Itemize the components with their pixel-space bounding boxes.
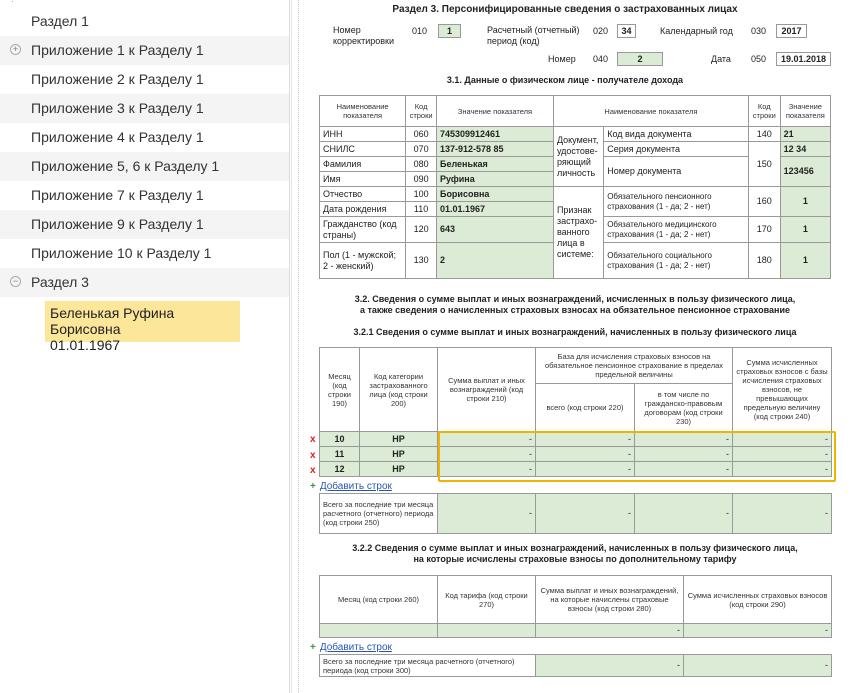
col-header: Наименование показателя xyxy=(320,96,406,127)
category-cell[interactable]: НР xyxy=(360,447,438,462)
pension-insurance-field[interactable]: 1 xyxy=(780,187,830,217)
add-row-link[interactable] xyxy=(310,481,392,492)
row-code: 100 xyxy=(406,187,437,202)
patronymic-field[interactable]: Борисовна xyxy=(436,187,553,202)
row-code: 080 xyxy=(406,157,437,172)
total-sum-cell[interactable]: - xyxy=(536,655,684,677)
collapse-icon[interactable]: − xyxy=(10,276,21,287)
nav-item-appendix-1[interactable] xyxy=(0,36,289,65)
nav-item-appendix-4[interactable] xyxy=(0,123,289,152)
period-code: 020 xyxy=(593,26,609,36)
category-cell[interactable]: НР xyxy=(360,462,438,477)
period-field[interactable]: 34 xyxy=(617,24,636,38)
sections-navigation xyxy=(0,0,290,693)
col-header: Сумма выплат и иных вознаграждений, на которые начислены страховые взносы (код строки 280) xyxy=(536,576,684,624)
date-field[interactable]: 19.01.2018 xyxy=(776,52,831,66)
row-label: Номер документа xyxy=(604,157,749,187)
col-header: Месяц (код строки 190) xyxy=(320,348,360,432)
col-header: База для исчисления страховых взносов на обязательное пенсионное страхование в пределах предельной величины xyxy=(536,348,733,384)
total-contrib-cell[interactable]: - xyxy=(733,494,832,534)
add-row-link[interactable] xyxy=(310,642,392,653)
tree-line xyxy=(12,0,22,2)
correction-label: Номер корректировки xyxy=(333,25,395,46)
number-field[interactable]: 2 xyxy=(617,52,663,66)
row-label: Дата рождения xyxy=(320,202,406,217)
row-label: Отчество xyxy=(320,187,406,202)
row-code: 140 xyxy=(748,127,780,142)
total-label: Всего за последние три месяца расчетного (отчетного) периода (код строки 250) xyxy=(320,494,438,534)
s322-title-line1: 3.2.2 Сведения о сумме выплат и иных вознаграждений, начисленных в пользу физического лица, xyxy=(352,543,798,553)
month-cell[interactable]: 12 xyxy=(320,462,360,477)
row-code: 120 xyxy=(406,217,437,243)
row-label: Код вида документа xyxy=(604,127,749,142)
row-label: Пол (1 - мужской; 2 - женский) xyxy=(320,243,406,279)
doc-number-field[interactable]: 123456 xyxy=(780,157,830,187)
add-row-label: Добавить строк xyxy=(319,642,392,653)
nav-item-appendix-7[interactable] xyxy=(0,181,289,210)
row-code: 060 xyxy=(406,127,437,142)
col-header: Месяц (код строки 260) xyxy=(320,576,438,624)
row-code: 150 xyxy=(748,142,780,187)
doc-group-label: Документ, удостове-ряющий личность xyxy=(553,127,603,187)
delete-row-icon[interactable]: x xyxy=(310,434,316,445)
row-label: Обязательного социального страхования (1 - да; 2 - нет) xyxy=(604,243,749,279)
contrib-cell[interactable]: - xyxy=(733,447,832,462)
sum-cell[interactable]: - xyxy=(438,462,536,477)
row-label: Фамилия xyxy=(320,157,406,172)
nav-item-label: Приложение 10 к Разделу 1 xyxy=(31,245,212,261)
contrib-cell[interactable]: - xyxy=(733,432,832,447)
row-label: ИНН xyxy=(320,127,406,142)
total-contrib-cell[interactable]: - xyxy=(684,655,832,677)
col-header: Сумма исчисленных страховых взносов (код строки 290) xyxy=(684,576,832,624)
year-code: 030 xyxy=(751,26,767,36)
add-icon: + xyxy=(310,481,316,492)
person-birthdate: 01.01.1967 xyxy=(50,337,121,353)
s322-title-line2: на которые исчислены страховые взносы по дополнительному тарифу xyxy=(413,554,737,564)
sum-cell[interactable]: - xyxy=(438,447,536,462)
correction-field[interactable]: 1 xyxy=(438,24,461,38)
row-label: Гражданство (код страны) xyxy=(320,217,406,243)
nav-item-appendix-9[interactable] xyxy=(0,210,289,239)
col-header: в том числе по гражданско-правовым договорам (код строки 230) xyxy=(635,384,733,432)
date-label: Дата xyxy=(711,54,731,64)
col-header: Сумма выплат и иных вознаграждений (код строки 210) xyxy=(438,348,536,432)
total-sum-cell[interactable]: - xyxy=(438,494,536,534)
s32-title-line2: а также сведения о начисленных страховых взносах на обязательное пенсионное страхование xyxy=(359,305,791,315)
insurance-group-label: Признак застрахо-ванного лица в системе: xyxy=(553,187,603,279)
sum-cell[interactable]: - xyxy=(536,624,684,638)
delete-row-icon[interactable]: x xyxy=(310,450,316,461)
doc-series-field[interactable]: 12 34 xyxy=(780,142,830,157)
s32-title-line1: 3.2. Сведения о сумме выплат и иных вознаграждений, исчисленных в пользу физического лица, xyxy=(354,294,796,304)
number-label: Номер xyxy=(548,54,576,64)
s321-title: 3.2.1 Сведения о сумме выплат и иных вознаграждений, начисленных в пользу физического лица xyxy=(353,327,797,337)
row-code: 170 xyxy=(748,217,780,243)
row-code: 110 xyxy=(406,202,437,217)
nav-item-label: Приложение 1 к Разделу 1 xyxy=(31,42,204,58)
name-field[interactable]: Руфина xyxy=(436,172,553,187)
year-label: Календарный год xyxy=(660,26,733,36)
col-header: Сумма исчисленных страховых взносов с базы исчисления страховых взносов, не превышающих предельную величину (код строки 240) xyxy=(733,348,832,432)
nav-item-person-selected[interactable] xyxy=(45,301,240,353)
snils-field[interactable]: 137-912-578 85 xyxy=(436,142,553,157)
inn-field[interactable]: 745309912461 xyxy=(436,127,553,142)
col-header: Код строки xyxy=(406,96,437,127)
nav-item-label: Раздел 3 xyxy=(31,274,89,290)
payments-total-table xyxy=(319,493,832,534)
total-label: Всего за последние три месяца расчетного (отчетного) периода (код строки 300) xyxy=(320,655,536,677)
month-cell[interactable] xyxy=(320,624,438,638)
col-header: Код категории застрахованного лица (код строки 200) xyxy=(360,348,438,432)
row-label: Серия документа xyxy=(604,142,749,157)
person-name: Беленькая Руфина Борисовна xyxy=(50,305,175,337)
nav-item-label: Приложение 3 к Разделу 1 xyxy=(31,100,204,116)
base-total-cell[interactable]: - xyxy=(536,432,635,447)
sum-cell[interactable]: - xyxy=(438,432,536,447)
citizenship-field[interactable]: 643 xyxy=(436,217,553,243)
total-civil-cell[interactable]: - xyxy=(635,494,733,534)
doc-type-field[interactable]: 21 xyxy=(780,127,830,142)
base-civil-cell[interactable]: - xyxy=(635,462,733,477)
nav-item-label: Приложение 2 к Разделу 1 xyxy=(31,71,204,87)
additional-tariff-table xyxy=(319,575,832,638)
row-code: 090 xyxy=(406,172,437,187)
add-icon: + xyxy=(310,642,316,653)
row-code: 130 xyxy=(406,243,437,279)
s31-title: 3.1. Данные о физическом лице - получателе дохода xyxy=(446,75,684,85)
delete-row-icon[interactable]: x xyxy=(310,465,316,476)
contrib-cell[interactable]: - xyxy=(733,462,832,477)
contrib-cell[interactable]: - xyxy=(684,624,832,638)
nav-item-section-1[interactable] xyxy=(0,7,289,36)
month-cell[interactable]: 10 xyxy=(320,432,360,447)
category-cell[interactable]: НР xyxy=(360,432,438,447)
surname-field[interactable]: Беленькая xyxy=(436,157,553,172)
person-data-table xyxy=(319,95,831,279)
row-code: 070 xyxy=(406,142,437,157)
gender-field[interactable]: 2 xyxy=(436,243,553,279)
date-code: 050 xyxy=(751,54,767,64)
tariff-cell[interactable] xyxy=(438,624,536,638)
splitter-grip xyxy=(298,0,300,693)
row-code: 160 xyxy=(748,187,780,217)
nav-item-label: Приложение 7 к Разделу 1 xyxy=(31,187,204,203)
col-header: Значение показателя xyxy=(780,96,830,127)
month-cell[interactable]: 11 xyxy=(320,447,360,462)
base-total-cell[interactable]: - xyxy=(536,447,635,462)
add-row-label: Добавить строк xyxy=(319,481,392,492)
nav-item-label: Приложение 5, 6 к Разделу 1 xyxy=(31,158,220,174)
col-header: Значение показателя xyxy=(436,96,553,127)
col-header: всего (код строки 220) xyxy=(536,384,635,432)
nav-item-appendix-10[interactable] xyxy=(0,239,289,268)
nav-item-label: Раздел 1 xyxy=(31,13,89,29)
row-label: СНИЛС xyxy=(320,142,406,157)
number-code: 040 xyxy=(593,54,609,64)
expand-icon[interactable]: + xyxy=(10,44,21,55)
nav-item-section-3[interactable] xyxy=(0,268,289,297)
row-label: Обязательного пенсионного страхования (1 - да; 2 - нет) xyxy=(604,187,749,217)
birthdate-field[interactable]: 01.01.1967 xyxy=(436,202,553,217)
year-field[interactable]: 2017 xyxy=(776,24,807,38)
nav-item-appendix-5-6[interactable] xyxy=(0,152,289,181)
col-header: Код строки xyxy=(748,96,780,127)
col-header: Код тарифа (код строки 270) xyxy=(438,576,536,624)
nav-item-appendix-2[interactable] xyxy=(0,65,289,94)
medical-insurance-field[interactable]: 1 xyxy=(780,217,830,243)
period-label: Расчетный (отчетный) период (код) xyxy=(487,25,580,46)
nav-item-appendix-3[interactable] xyxy=(0,94,289,123)
col-header: Наименование показателя xyxy=(553,96,748,127)
base-civil-cell[interactable]: - xyxy=(635,447,733,462)
row-code: 180 xyxy=(748,243,780,279)
correction-code: 010 xyxy=(412,26,428,36)
base-civil-cell[interactable]: - xyxy=(635,432,733,447)
report-form xyxy=(305,0,859,693)
row-label: Обязательного медицинского страхования (1 - да; 2 - нет) xyxy=(604,217,749,243)
nav-item-label: Приложение 9 к Разделу 1 xyxy=(31,216,204,232)
panel-splitter[interactable] xyxy=(291,0,305,693)
payments-table xyxy=(319,347,832,477)
row-label: Имя xyxy=(320,172,406,187)
section-title: Раздел 3. Персонифицированные сведения о застрахованных лицах xyxy=(392,4,738,15)
total-base-cell[interactable]: - xyxy=(536,494,635,534)
base-total-cell[interactable]: - xyxy=(536,462,635,477)
nav-item-label: Приложение 4 к Разделу 1 xyxy=(31,129,204,145)
additional-total-table xyxy=(319,654,832,677)
social-insurance-field[interactable]: 1 xyxy=(780,243,830,279)
